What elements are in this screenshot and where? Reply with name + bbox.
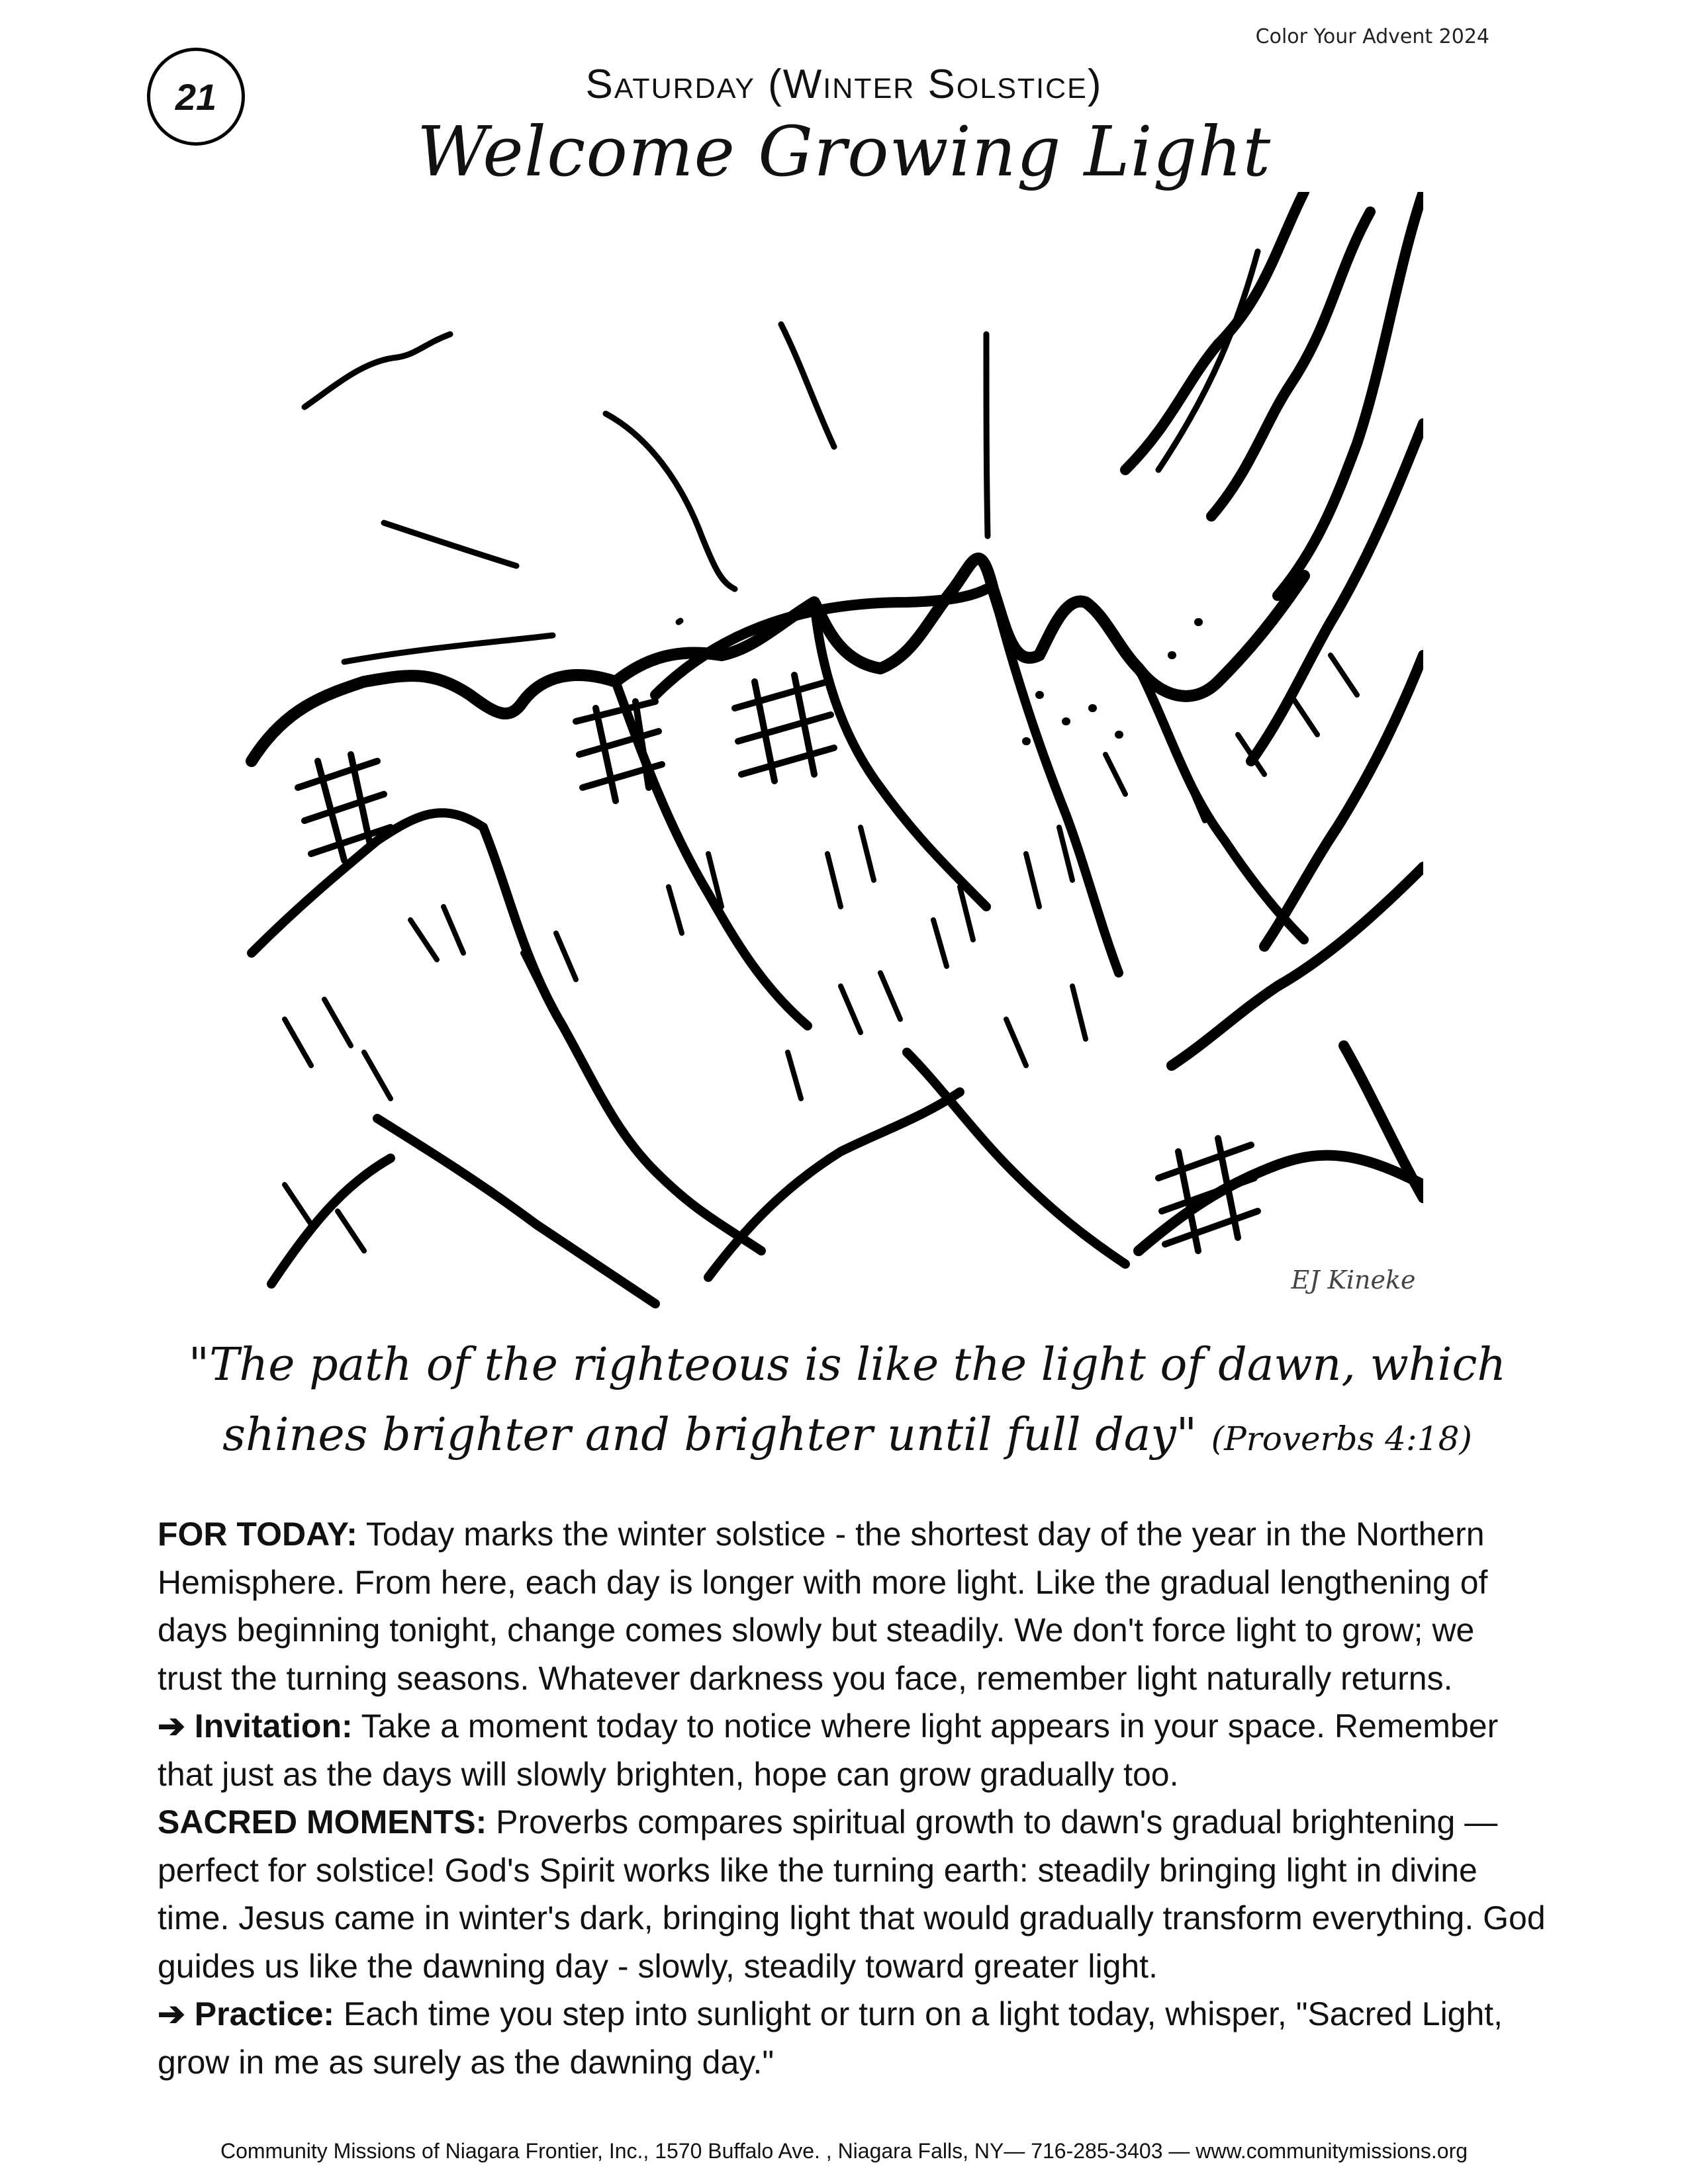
practice-label: Practice: [194, 1995, 335, 2032]
invitation-label: Invitation: [194, 1707, 353, 1745]
day-number-badge: 21 [147, 48, 245, 146]
sacred-moments-paragraph [158, 1798, 1548, 1990]
devotional-body [158, 1510, 1548, 2086]
practice-paragraph [158, 1990, 1548, 2086]
practice-text: Each time you step into sunlight or turn on a light today, whisper, "Sacred Light, grow in me as surely as the dawning day." [158, 1995, 1503, 2081]
series-label: Color Your Advent 2024 [1255, 25, 1489, 48]
coloring-illustration [245, 192, 1423, 1310]
quote-reference: (Proverbs 4:18) [1211, 1420, 1472, 1458]
sacred-moments-text: Proverbs compares spiritual growth to dawn's gradual brightening — perfect for solstice! God's Spirit works like the turning earth: steadily bringing light in divine time. Jesus came in winter's dark, bringing light that would gradually transform everything. God guides us like the dawning day - slowly, steadily toward greater light. [158, 1803, 1546, 1985]
arrow-icon: ➔ [158, 1995, 195, 2032]
artist-signature: EJ Kineke [1286, 1254, 1421, 1306]
invitation-paragraph [158, 1702, 1548, 1798]
mountains-sunrise-icon [245, 192, 1423, 1310]
for-today-paragraph [158, 1510, 1548, 1702]
invitation-text: Take a moment today to notice where light appears in your space. Remember that just as the days will slowly brighten, hope can grow gradually too. [158, 1707, 1499, 1793]
for-today-text: Today marks the winter solstice - the shortest day of the year in the Northern Hemisphere. From here, each day is longer with more light. Like the gradual lengthening of days beginning tonight, change comes slowly but steadily. We don't force light to grow; we trust the turning seasons. Whatever darkness you face, remember light naturally returns. [158, 1516, 1488, 1697]
arrow-icon: ➔ [158, 1707, 195, 1745]
sacred-moments-label: SACRED MOMENTS: [158, 1803, 487, 1841]
day-name: Saturday (Winter Solstice) [585, 62, 1103, 107]
for-today-label: FOR TODAY: [158, 1516, 357, 1553]
scripture-quote [172, 1330, 1523, 1474]
page-title: Welcome Growing Light [416, 111, 1272, 192]
quote-text: "The path of the righteous is like the light of dawn, which shines brighter and brighter until full day" [188, 1339, 1507, 1461]
footer-contact: Community Missions of Niagara Frontier, Inc., 1570 Buffalo Ave. , Niagara Falls, NY— 716-285-3403 — www.communitymissions.org [220, 2139, 1468, 2163]
